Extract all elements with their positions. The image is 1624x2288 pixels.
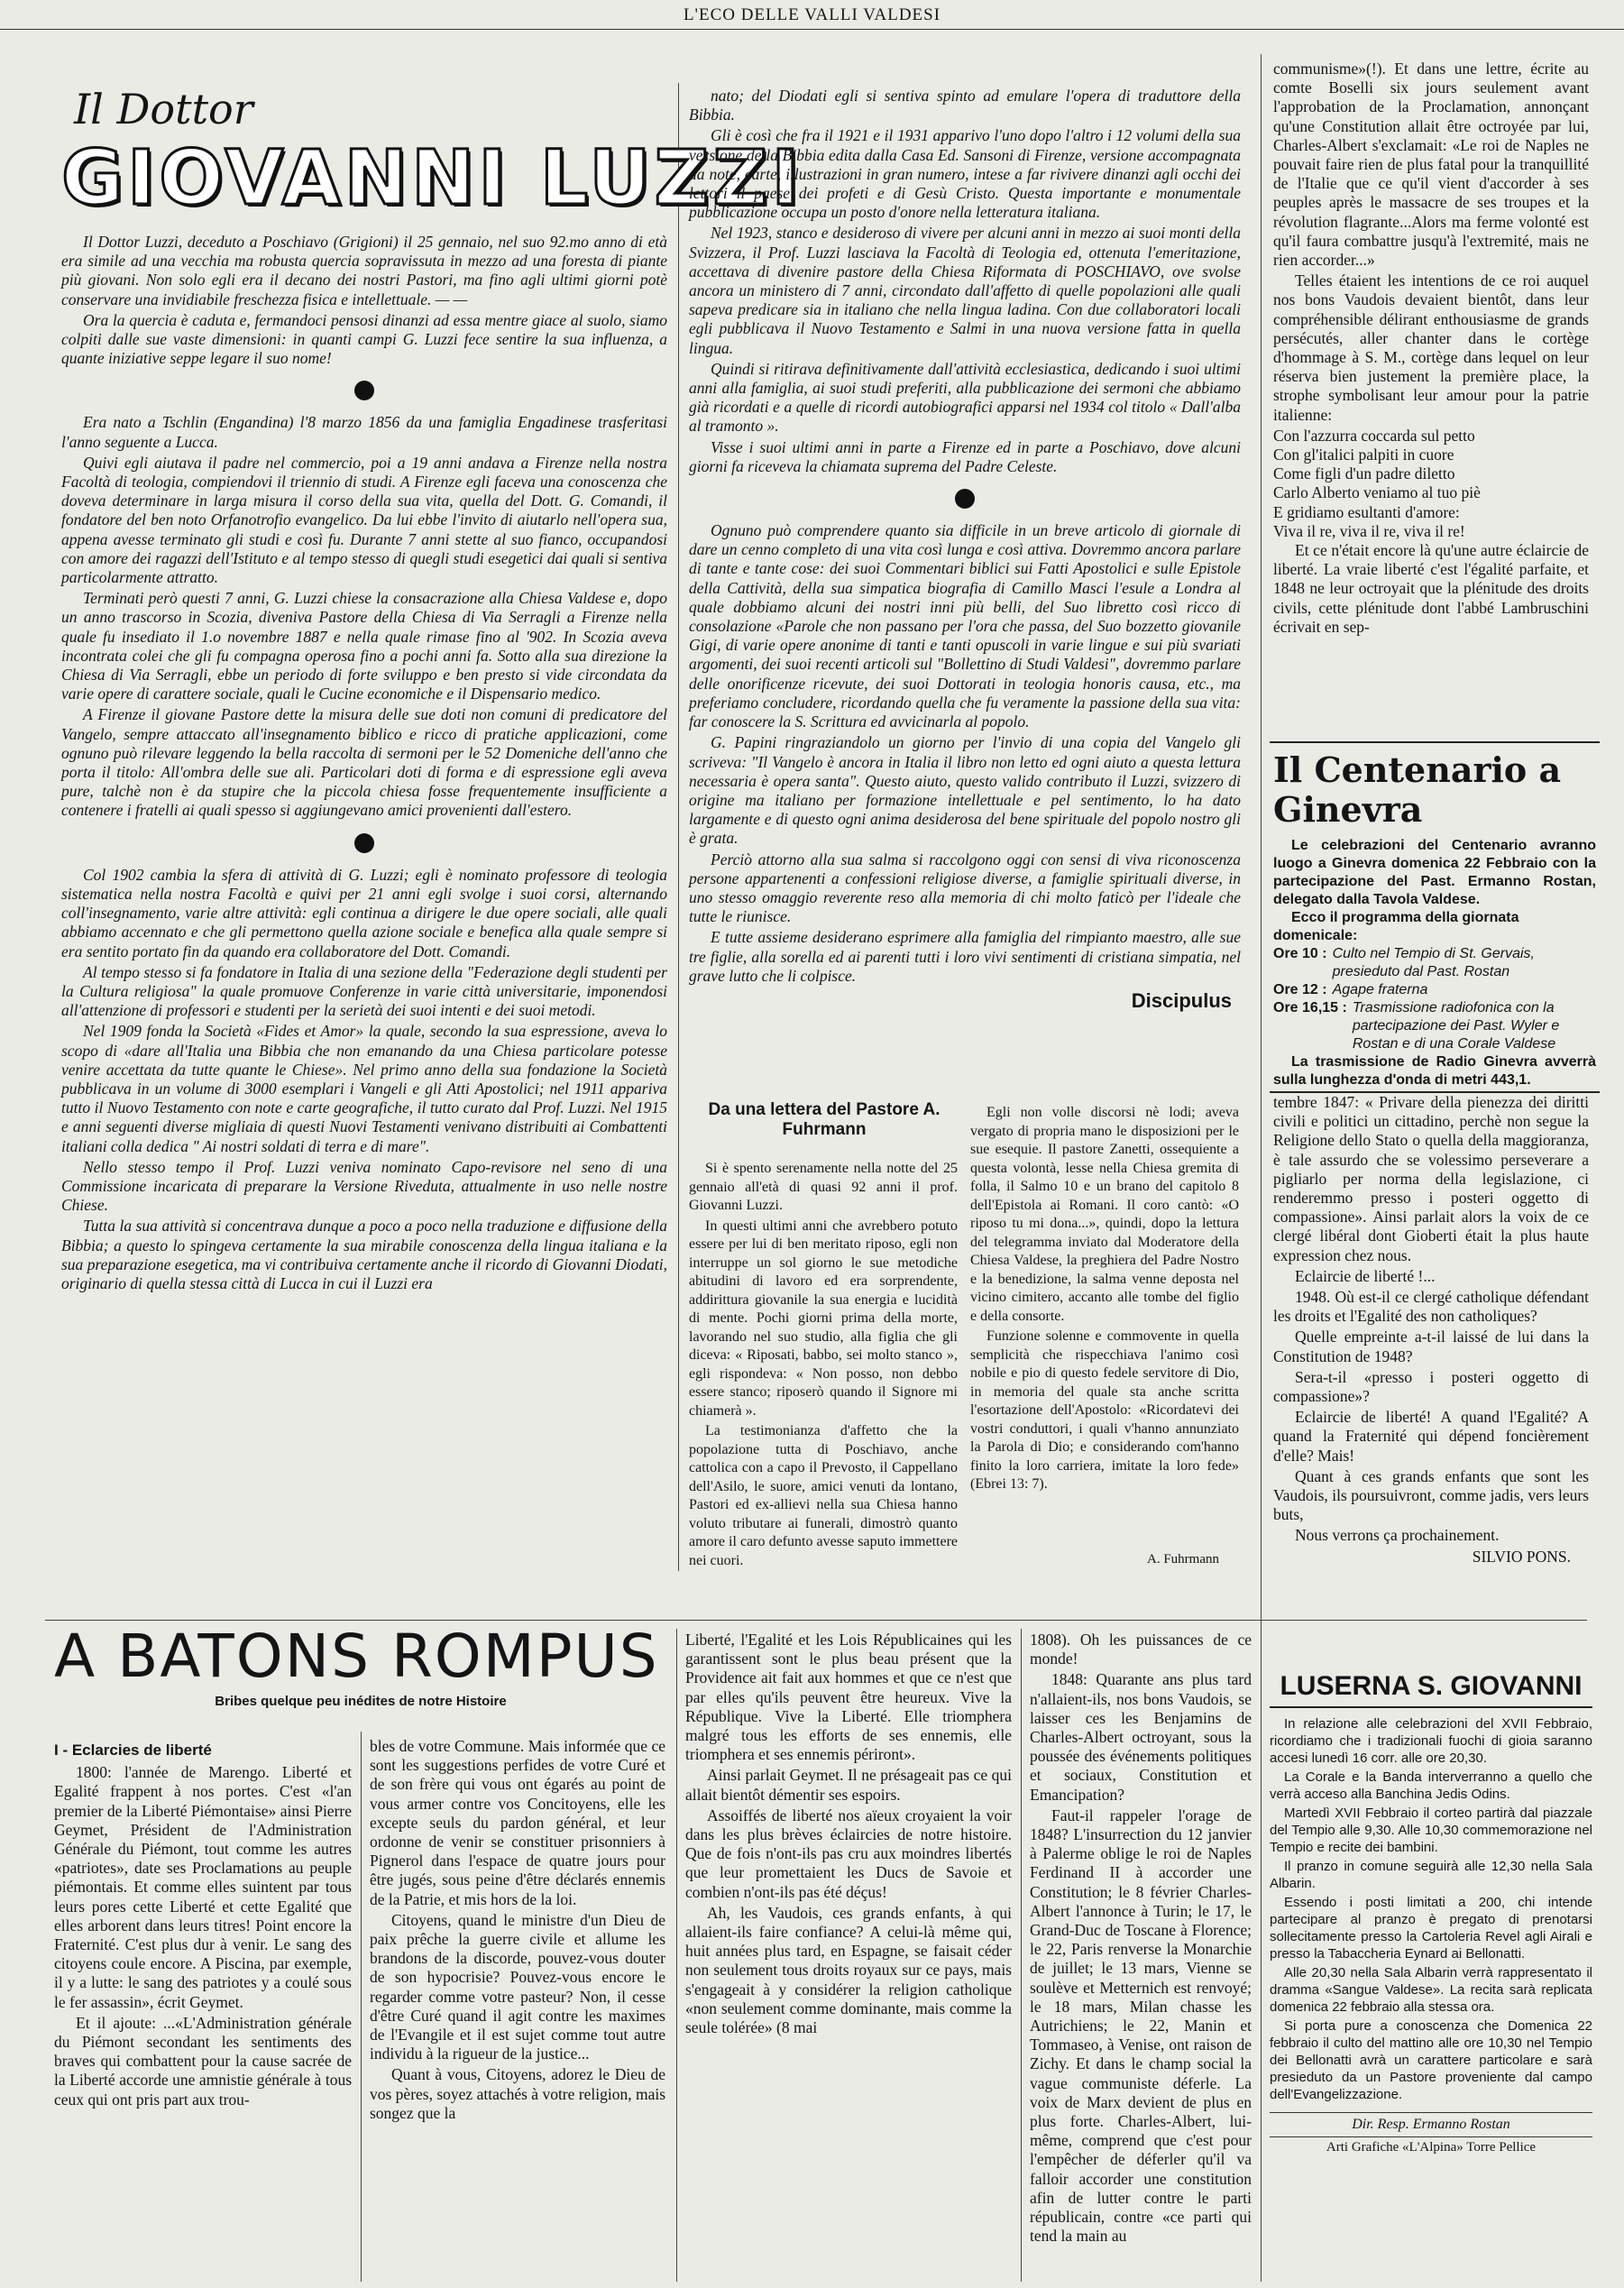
luzzi-column-1	[61, 85, 803, 1584]
paragraph: communisme»(!). Et dans une lettre, écrite au comte Boselli six jours seulement avant l'approbation de la Proclamation, annonçant qu'une Constitution allait être octroyée par lui, Charles-Albert s'exclamait: «Le roi de Naples ne pouvait faire rien de plus fatal pour la tranquillité de l'Italie que ce qu'il vient d'accorder à ses peuples après le massacre de ses troupes et la révolution flagrante...Alors ma ferme volonté est qu'il faura combattre jusqu'à l'extremité, mais ne rien accorder...»	[1273, 60, 1589, 270]
box-closing: La trasmissione de Radio Ginevra avverrà sulla lunghezza d'onda di metri 443,1.	[1273, 1054, 1596, 1088]
paragraph: Nello stesso tempo il Prof. Luzzi veniva nominato Capo-revisore nel seno di una Commissione incaricata di preparare la Versione Riveduta, attualmente in uso nelle nostre Chiese.	[61, 1157, 667, 1215]
paragraph: tembre 1847: « Privare della pienezza dei diritti civili e politici un cittadino, perchè non segue la Religione dello Stato o quella della maggioranza, è tale assurdo che se volessimo perseverare a pigliarlo per norma della legislazione, ci renderemmo presso i posteri oggetto di compassione». Ainsi parlait alors la voix de ce clergé libéral dont Gioberti était la plus haute expression chez nous.	[1273, 1093, 1589, 1264]
right-column-bottom	[1273, 1093, 1589, 1616]
paragraph: A Firenze il giovane Pastore dette la misura delle sue doti non comuni di predicatore del Vangelo, sempre attaccato all'insegnamento biblico e ricco di pratiche applicazioni, come ognuno può rilevare leggendo la bella raccolta di sermoni per le 52 Domeniche dell'anno che porta il titolo: All'ombra delle sue ali. Particolari doti di forma e di espressione egli aveva pure, talchè non è da stupire che la piccola chiesa fosse frequentemente insufficiente a contenere i fratelli ai quali spesso si aggiungevano amici provenienti dall'estero.	[61, 705, 667, 820]
paragraph: Visse i suoi ultimi anni in parte a Firenze ed in parte a Poschiavo, dove alcuni giorni fa riceveva la chiamata suprema del Padre Celeste.	[689, 437, 1241, 475]
paragraph: 1808). Oh les puissances de ce monde!	[1030, 1631, 1252, 1668]
paragraph: Il Dottor Luzzi, deceduto a Poschiavo (Grigioni) il 25 gennaio, nel suo 92.mo anno di età era simile ad una vecchia ma robusta quercia sopravissuta in mezzo ad una foresta di piante più giovani. Non solo egli era il decano dei nostri Pastori, ma fino agli ultimi giorni potè conservare una invidiabile freschezza fisica e intellettuale. — —	[61, 233, 667, 308]
verse-line: Come figli d'un padre diletto	[1273, 464, 1455, 483]
centenario-box	[1270, 741, 1600, 1093]
paragraph: Ora la quercia è caduta e, fermandoci pensosi dinanzi ad essa mentre giace al suolo, siamo colpiti dalle sue vaste dimensioni: in quanti campi G. Luzzi fece sentire la sua influenza, a quante iniziative seppe legare il suo nome!	[61, 310, 667, 368]
paragraph: Nel 1909 fonda la Società «Fides et Amor» la quale, secondo la sua espressione, aveva lo scopo di «dare all'Italia una Bibbia che non emanando da una Chiesa particolare potesse venire accettata da tutte quante le Chiese». Nel primo anno della sua fondazione la Società pubblicava in un volume di 3000 esemplari i Vangeli e gli Atti Apostolici; nel 1911 appariva tutto il Nuovo Testamento con note e carte geografiche, il tutto curato dal Prof. Luzzi. Nel 1915 e anni seguenti diverse migliaia di questi Nuovi Testamenti venivano distribuiti ai Combattenti italiani colla dedica " Ai nostri soldati di terra e di mare".	[61, 1022, 667, 1155]
letter-signature: A. Fuhrmann	[1147, 1552, 1219, 1567]
luzzi-column-2	[689, 87, 1241, 1088]
paragraph: La Corale e la Banda interverranno a quello che verrà acceso alla Banchina Jedis Odins.	[1270, 1769, 1592, 1802]
right-column-top	[1273, 60, 1589, 727]
section-rule	[45, 1620, 1587, 1621]
column-rule	[1021, 1629, 1022, 2282]
paragraph: E tutte assieme desiderano esprimere alla famiglia del rimpianto maestro, alle sue tre figlie, alla sorella ed ai parenti tutti i loro vivi sentimenti di cristiana simpatia, nel grave lutto che li colpisce.	[689, 928, 1241, 985]
box-title: LUSERNA S. GIOVANNI	[1270, 1670, 1592, 1708]
program-intro: Ecco il programma della giornata domenicale:	[1273, 910, 1519, 943]
paragraph: 1948. Où est-il ce clergé catholique défendant les droits et l'Egalité des non catholiques?	[1273, 1288, 1589, 1326]
paragraph: Martedì XVII Febbraio il corteo partirà dal piazzale del Tempio alle 9,30. Alle 10,30 commemorazione nel Tempio e recite dei bambini.	[1270, 1806, 1592, 1855]
paragraph: Gli è così che fra il 1921 e il 1931 apparivo l'uno dopo l'altro i 12 volumi della sua versione della Bibbia edita dalla Casa Ed. Sansoni di Firenze, versione accompagnata da note, carte, illustrazioni in gran numero, intese a far rivivere dinanzi agli occhi dei lettori il paese dei profeti e di Gesù Cristo. Questa importante e monumentale pubblicazione occupa un posto d'onore nella letteratura italiana.	[689, 126, 1241, 222]
paragraph: Citoyens, quand le ministre d'un Dieu de paix prêche la guerre civile et allume les brandons de la discorde, pouvez-vous douter de son hypocrisie? Pouvez-vous encore le regarder comme votre pasteur? Non, il cesse d'être Curé quand il agit contre les maximes de l'Evangile et il est sujet comme tout autre individu à la rigueur de la justice...	[370, 1910, 665, 2063]
signature: SILVIO PONS.	[1472, 1547, 1571, 1566]
paragraph: Liberté, l'Egalité et les Lois Républicaines qui les garantissent sont le plus beau présent que la Providence ait fait aux hommes et que ce n'est que par elles qu'ils peuvent être heureux. Vive la République. Vive la Liberté. Elle triomphera malgré tous les efforts de ses ennemis, elle triomphera et ses ennemis périront».	[685, 1631, 1012, 1764]
section-heading: I - Eclarcies de liberté	[54, 1741, 212, 1759]
paragraph: Sera-t-il «presso i posteri oggetto di compassione»?	[1273, 1367, 1589, 1406]
paragraph: Faut-il rappeler l'orage de 1848? L'insurrection du 12 janvier à Palerme oblige le roi de Naples Ferdinand II à accorder une Constitution; le 8 février Charles-Albert l'annonce à Turin; le 17, le Grand-Duc de Toscane à Florence; le 22, Paris renverse la Monarchie de juillet; le 13 mars, Vienne se soulève et Metternich est renvoyé; le 18 mars, Milan chasse les Autrichiens; le 22, Manin et Tommaseo, à Venise, ont raison de Zichy. Et dans le champ social la vague communiste déferle. La voix de Marx devient de plus en plus forte. Charles-Albert, lui-même, comprend que c'est pour l'empêcher de déferler qu'il va falloir accorder une constitution afin de lutter contre le parti républicain, contre «ce parti qui tend la main au	[1030, 1806, 1252, 2246]
batons-column-4	[1030, 1631, 1252, 2280]
paragraph: Et il ajoute: ...«L'Administration générale du Piémont secondant les sentiments des braves qui combattent pour la cause sacrée de la Liberté accorde une amnistie générale à tous ceux qui ont pris part aux trou-	[54, 2013, 352, 2109]
paragraph: Essendo i posti limitati a 200, chi intende partecipare al pranzo è pregato di prenotarsi sollecitamente presso la Cartoleria Revel agli Airali e presso la Tabaccheria Eynard ai Bellonatti.	[1270, 1895, 1592, 1962]
paragraph: Alle 20,30 nella Sala Albarin verrà rappresentato il dramma «Sangue Valdese». La recita sarà replicata domenica 22 febbraio alla stessa ora.	[1270, 1965, 1592, 2015]
paragraph: Eclaircie de liberté! A quand l'Egalité? A quand la Fraternité qui dépend foncièrement d'elle? Mais!	[1273, 1408, 1589, 1465]
program-row	[1273, 999, 1596, 1053]
paragraph: Tutta la sua attività si concentrava dunque a poco a poco nella traduzione e diffusione della Bibbia; a questo lo spingeva certamente la sua mirabile conoscenza della lingua italiana e la sua preparazione esegetica, ma vi contribuiva certamente anche il ricordo di Giovanni Diodati, originario di quella stessa città di Lucca in cui il Luzzi era	[61, 1217, 667, 1292]
program-time: Ore 10 :	[1273, 946, 1327, 961]
signature: Discipulus	[1131, 988, 1232, 1012]
paragraph: Era nato a Tschlin (Engandina) l'8 marzo 1856 da una famiglia Engadinese trasferitasi l'anno seguente a Lucca.	[61, 413, 667, 451]
fuhrmann-letter	[689, 1091, 1241, 1578]
paragraph: Ah, les Vaudois, ces grands enfants, à qui allaient-ils faire confiance? A celui-là même qui, huit années plus tard, en Espagne, se faisait céder non seulement tous droits royaux sur ce pays, mais s'engageait à y considérer la religion catholique «non seulement comme dominante, mais comme la seule tolérée» (8 mai	[685, 1903, 1012, 2037]
verse-line: Con l'azzurra coccarda sul petto	[1273, 426, 1475, 445]
paragraph: Telles étaient les intentions de ce roi auquel nos bons Vaudois devaient bientôt, dans leur compréhensible délirant enthousiasme de grands persécutés, aller chanter dans le cortège d'hommage à S. M., cortège dans lequel on leur réserva bien justement la première place, la strophe symbolisant leur amour pour la patrie italienne:	[1273, 271, 1589, 424]
article-kicker: Il Dottor	[74, 85, 253, 133]
column-rule	[678, 83, 679, 1571]
program-desc: Trasmissione radiofonica con la partecipazione dei Past. Wyler e Rostan e di una Corale Valdese	[1352, 1000, 1560, 1052]
paragraph: nato; del Diodati egli si sentiva spinto ad emulare l'opera di traduttore della Bibbia.	[689, 87, 1241, 124]
paragraph: La testimonianza d'affetto che la popolazione tutta di Poschiavo, anche cattolica con a capo il Prevosto, il Cappellano dell'Asilo, le suore, amici venuti da lontano, Pastori ed ex-allievi nella sua Chiesa hanno voluto tributare ai funerali, dimostrò quanto amore il caro defunto avesse saputo immettere nei cuori.	[689, 1423, 958, 1568]
program-row	[1273, 945, 1596, 981]
verse-line: Viva il re, viva il re, viva il re!	[1273, 521, 1465, 540]
paragraph: Perciò attorno alla sua salma si raccolgono oggi con sensi di viva riconoscenza persone appartenenti a confessioni religiose diverse, a famiglie spirituali diverse, in uno stesso omaggio reverente reso alla memoria di chi molto faticò per l'ideale che tutte le riunisce.	[689, 850, 1241, 926]
paragraph: In questi ultimi anni che avrebbero potuto essere per lui di ben meritato riposo, egli non interruppe un sol giorno le sue metodiche abitudini di lavoro ed era sorprendente, addirittura giovanile la sua energia e lucidità di mente. Pochi giorni prima della morte, lavorando nel suo studio, alla figlia che gli diceva: « Riposati, babbo, sei molto stanco », egli rispondeva: « Non posso, non debbo essere stanco; riposerò quando il Signore mi chiamerà ».	[689, 1218, 958, 1419]
batons-column-2	[370, 1737, 665, 2278]
column-rule	[676, 1629, 677, 2282]
paragraph: Ognuno può comprendere quanto sia difficile in un breve articolo di giornale di dare un cenno completo di una vita così lunga e così attiva. Dovremmo ancora parlare di tante e tante cose: dei suoi Commentari biblici sui Fatti Apostolici e sulle Epistole della Cattività, della sua simpatica biografia di Camillo Masci l'esule a Londra al quale dobbiamo alcuni dei nostri inni più belli, del Suo libretto così ricco di consolazione «Parole che non passano per l'ora che passa, del Suo bozzetto giovanile Gigi, di varie opere anonime di tanti e tanti opuscoli in varie lingue e sui più svariati argomenti, dei suoi recenti articoli sul "Bollettino di Studi Valdesi", dovremmo parlare delle onorificenze ricevute, dei suoi Dottorati in teologia honoris causa, etc., ma preferiamo concludere, ricordando quella che fu veramente la passione della sua vita: far conoscere la S. Scrittura ed avvicinarla al popolo.	[689, 521, 1241, 731]
masthead: L'ECO DELLE VALLI VALDESI	[0, 5, 1624, 30]
paragraph: Quivi egli aiutava il padre nel commercio, poi a 19 anni andava a Firenze nella nostra Facoltà di teologia, compiendovi il triennio di studi. A Firenze egli faceva una conoscenza che doveva determinare in larga misura il corso della sua vita, quella del Dott. G. Comandi, il fondatore del ben noto Orfanotrofio evangelico. Da lui ebbe l'invito di aiutarlo nell'opera sua, appena avesse terminato gli studi e così fu. Durante 7 anni stette al suo fianco, occupandosi con amore dei ragazzi dell'Istituto e al tempo stesso di quegli studi esegetici dai quali si sentiva particolarmente attratto.	[61, 453, 667, 587]
verse-line: Con gl'italici palpiti in cuore	[1273, 446, 1454, 464]
paragraph: Si porta pure a conoscenza che Domenica 22 febbraio il culto del mattino alle ore 10,30 nel Tempio dei Bellonatti avrà un carattere particolare e sarà presieduto da un Pastore proveniente dal campo dell'Evangelizzazione.	[1270, 2018, 1592, 2102]
paragraph: 1848: Quarante ans plus tard n'allaient-ils, nos bons Vaudois, se laisser ces les Benjamins de Charles-Albert octroyant, sous la poussée des événements politiques et sociaux, Constitution et Emancipation?	[1030, 1670, 1252, 1804]
paragraph: Quelle empreinte a-t-il laissé de lui dans la Constitution de 1948?	[1273, 1328, 1589, 1365]
paragraph: Col 1902 cambia la sfera di attività di G. Luzzi; egli è nominato professore di teologia sistematica nella nostra Facoltà e quivi per 21 anni egli svolge i suoi corsi, alternando coll'insegnamento, varie altre attività: egli continua a dirigere le due opere sociali, alle quali abbiamo accennato e che gli permettono quella azione sociale e benefica alla quale sempre si era sentito portato fin da quando era collaboratore del Dott. Comandi.	[61, 865, 667, 960]
article-headline: GIOVANNI LUZZI	[61, 133, 803, 222]
column-rule	[1261, 1629, 1262, 2282]
section-bullet	[354, 381, 374, 400]
program-row	[1273, 981, 1596, 999]
paragraph: Eclaircie de liberté !...	[1295, 1266, 1436, 1285]
section-bullet	[955, 489, 975, 509]
luserna-box	[1270, 1670, 1592, 2265]
paragraph: Assoiffés de liberté nos aïeux croyaient la voir dans les plus brèves éclaircies de notre histoire. Que de fois n'ont-ils pas cru aux moindres libertés que leur promettaient les Ducs de Savoie et combien n'ont-ils pas été déçus!	[685, 1806, 1012, 1901]
paragraph: 1800: l'année de Marengo. Liberté et Egalité frappent à nos portes. C'est «l'an premier de la Liberté Piémontaise» ainsi Pierre Geymet, Président de l'Administration Générale du Piémont, tout comme les autres «patriotes», date ses Proclamations au peuple piémontais. Et comme elles suintent par tous leurs pores cette Liberté et cette Egalité que elles arborent dans leurs titres! Point encore la Fraternité. C'est plus dur à venir. Le sang des citoyens coule encore. A Piscina, par exemple, il y a lutte: le sang des patriotes y a coulé sous le fer assassin», écrit Geymet.	[54, 1763, 352, 2011]
paragraph: Quindi si ritirava definitivamente dall'attività ecclesiastica, dedicando i suoi ultimi anni alla famiglia, ai suoi studi preferiti, alla pubblicazione dei sermoni che abbiamo già ricordati e a quelle di ricordi autobiografici apparsi nel 1934 col titolo « Dall'alba al tramonto ».	[689, 359, 1241, 436]
paragraph: bles de votre Commune. Mais informée que ce sont les suggestions perfides de votre Curé et de son frère qui vous ont égarés au point de vous armer contre vos Concitoyens, elle les excepte seuls du pardon général, et leur ordonne de venir se constituer prisonniers à Pignerol dans l'espace de quatre jours pour être jugés, sous peine d'être déclarés ennemis de la Patrie, et mis hors de la loi.	[370, 1737, 665, 1908]
paragraph: Nous verrons ça prochainement.	[1295, 1526, 1500, 1545]
letter-column-b	[970, 1104, 1239, 1546]
program-time: Ore 16,15 :	[1273, 1000, 1347, 1015]
program-desc: Agape fraterna	[1332, 982, 1428, 997]
section-bullet	[354, 833, 374, 853]
box-intro: Le celebrazioni del Centenario avranno luogo a Ginevra domenica 22 Febbraio con la partecipazione del Past. Ermanno Rostan, delegato dalla Tavola Valdese.	[1273, 838, 1596, 907]
box-title: Il Centenario a Ginevra	[1273, 749, 1562, 830]
paragraph: Il pranzo in comune seguirà alle 12,30 nella Sala Albarin.	[1270, 1859, 1592, 1891]
article-subtitle: Bribes quelque peu inédites de notre Histoire	[215, 1694, 507, 1709]
paragraph: Al tempo stesso si fa fondatore in Italia di una sezione della "Federazione degli studenti per la Cultura religiosa" la quale promuove Conferenze in varie città universitarie, imponendosi all'attenzione di professori e studenti per la serietà dei suoi intenti e dei suoi metodi.	[61, 962, 667, 1020]
paragraph: G. Papini ringraziandolo un giorno per l'invio di una copia del Vangelo gli scriveva: "Il Vangelo è ancora in Italia il libro non letto ed ogni aiuto a questa lettura necessaria è opera santa". Questo aiuto, questo valido contributo il Luzzi, svizzero di origine ma italiano per formazione intellettuale e pel sentimento, lo ha dato largamente e di questo ogni anima desiderosa del bene spirituale del popolo nostro gli è grata.	[689, 733, 1241, 848]
paragraph: Funzione solenne e commovente in quella semplicità che rispecchiava l'animo così nobile e pio di questo fedele servitore di Dio, in memoria del quale sta anche scritta l'esortazione dell'Apostolo: «Ricordatevi dei vostri conduttori, i quali v'hanno annunziato la Parola di Dio; e considerando com'hanno finito la loro carriera, imitate la loro fede» (Ebrei 13: 7).	[970, 1328, 1239, 1492]
paragraph: Egli non volle discorsi nè lodi; aveva vergato di propria mano le disposizioni per le sue esequie. Il pastore Zanetti, ossequiente a questa volontà, lesse nella Chiesa gremita di folla, il Salmo 10 e un brano del capitolo 8 dell'Epistola ai Romani. Il coro cantò: «O riposo tu mi dona...», quindi, dopo la lettura del telegramma inviato dal Moderatore della Chiesa Valdese, la preghiera del Padre Nostro e la benedizione, la salma venne deposta nel vicino cimitero, accanto alle tombe del figlio e della consorte.	[970, 1105, 1239, 1324]
paragraph: Si è spento serenamente nella notte del 25 gennaio all'età di quasi 92 anni il prof. Giovanni Luzzi.	[689, 1161, 958, 1213]
column-rule	[1261, 54, 1262, 1632]
paragraph: Quant à vous, Citoyens, adorez le Dieu de vos pères, soyez attachés à votre religion, mais songez que la	[370, 2065, 666, 2122]
paragraph: In relazione alle celebrazioni del XVII Febbraio, ricordiamo che i tradizionali fuochi di gioia saranno accesi lunedì 16 corr. alle ore 20,30.	[1270, 1716, 1592, 1766]
batons-column-1	[54, 1737, 352, 2278]
column-rule	[361, 1732, 362, 2282]
paragraph: Nel 1923, stanco e desideroso di vivere per alcuni anni in mezzo ai suoi monti della Svizzera, il Prof. Luzzi lasciava la Facoltà di Teologia ed, ottenuta l'emeritazione, accettava di divenire pastore della Chiesa Riformata di POSCHIAVO, ove svolse ancora un ministero di 7 anni, circondato dall'affetto di quelle popolazioni alle quali sapeva predicare sia in italiano che nella lingua ladina. Con due collaboratori locali egli pubblicava il Nuovo Testamento e Salmi in una nuova versione fatta in quella lingua.	[689, 224, 1241, 357]
paragraph: Terminati però questi 7 anni, G. Luzzi chiese la consacrazione alla Chiesa Valdese e, dopo un anno trascorso in Scozia, diveniva Pastore della Chiesa di Via Serragli a Firenze nella quale fu insediato il 1.o novembre 1887 e nella quale rimase fino al '902. In Scozia aveva incontrata colei che gli fu compagna operosa fino a pochi anni fa. Sotto alla sua direzione la Chiesa di Via Serragli, ebbe un periodo di forte sviluppo e ben presto si vide circondata da varie opere di carattere sociale, quali le Cucine economiche e il Dispensario medico.	[61, 589, 667, 703]
article-headline: A BATONS ROMPUS	[54, 1622, 659, 1691]
program-time: Ore 12 :	[1273, 982, 1327, 997]
letter-column-a	[689, 1160, 958, 1575]
verse-line: E gridiamo esultanti d'amore:	[1273, 502, 1460, 521]
luserna-body	[1270, 1715, 1592, 2103]
director-credit: Dir. Resp. Ermanno Rostan	[1270, 2112, 1592, 2133]
paragraph: Quant à ces grands enfants que sont les Vaudois, ils poursuivront, comme jadis, vers leurs buts,	[1273, 1466, 1589, 1524]
verse-line: Carlo Alberto veniamo al tuo piè	[1273, 483, 1481, 502]
batons-header	[54, 1622, 667, 1718]
paragraph: Et ce n'était encore là qu'une autre éclaircie de liberté. La vraie liberté c'est l'égalité parfaite, et 1848 ne leur octroyait que la plénitude des droits civils, cette plénitude dont l'abbé Lambruschini écrivait en sep-	[1273, 541, 1589, 636]
program-desc: Culto nel Tempio di St. Gervais, presieduto dal Past. Rostan	[1332, 946, 1535, 979]
paragraph: Ainsi parlait Geymet. Il ne présageait pas ce qui allait bientôt démentir ses espoirs.	[685, 1766, 1012, 1804]
batons-column-3	[685, 1631, 1012, 2280]
printer-credit: Arti Grafiche «L'Alpina» Torre Pellice	[1270, 2136, 1592, 2155]
letter-title: Da una lettera del Pastore A. Fuhrmann	[708, 1100, 940, 1139]
